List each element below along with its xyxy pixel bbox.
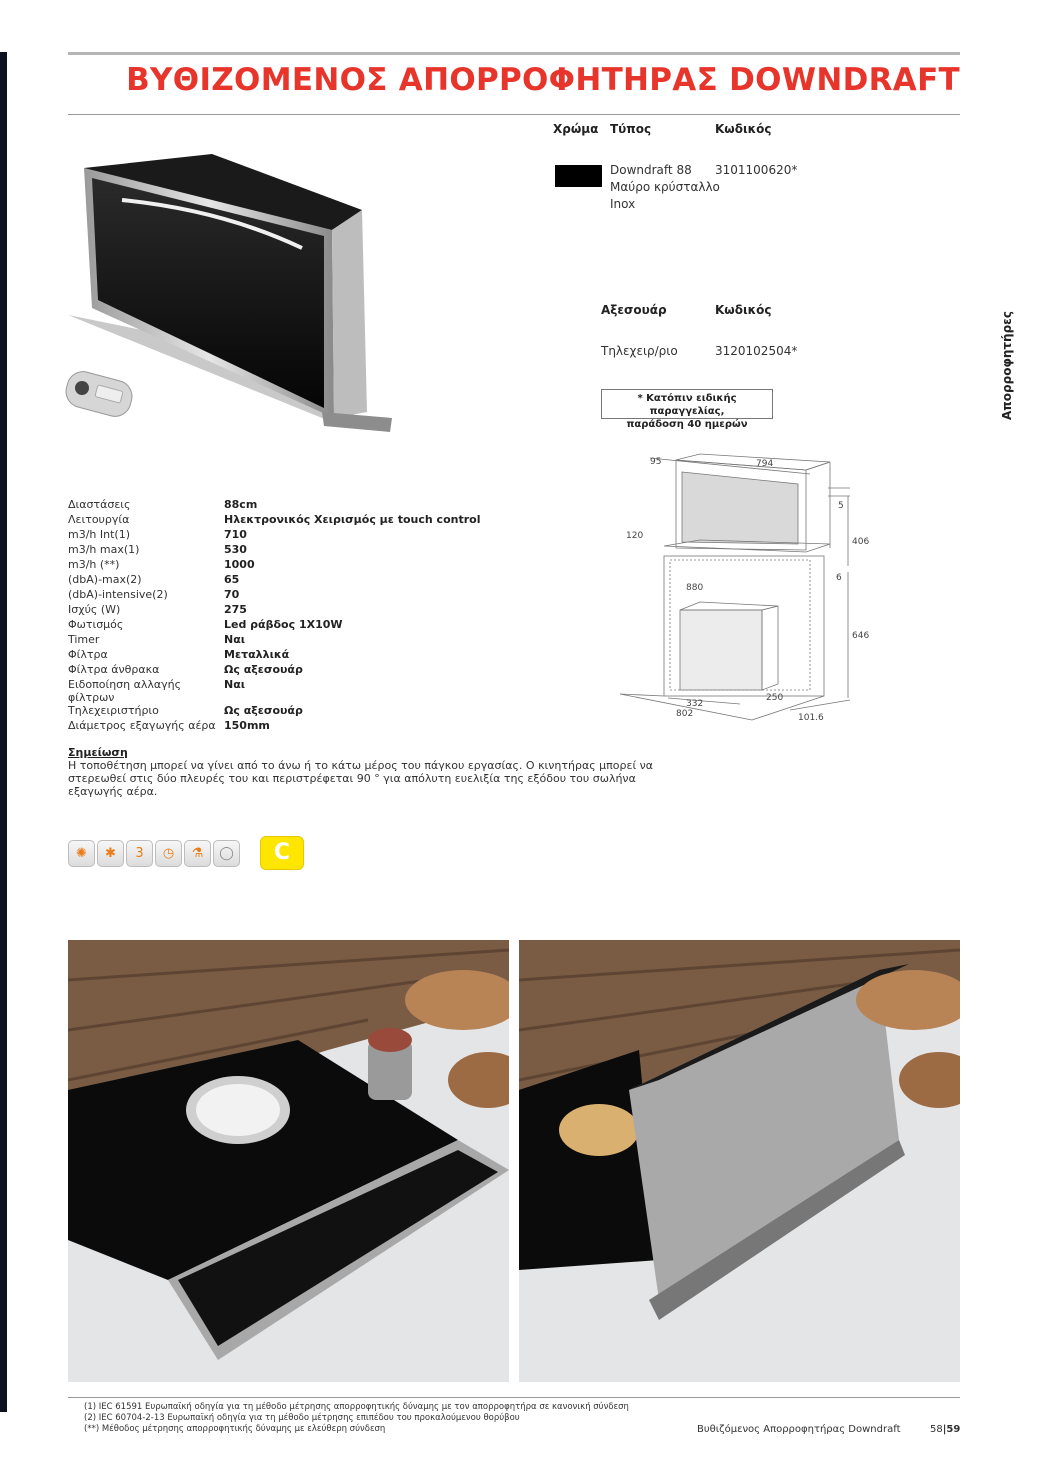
timer-icon: ✱	[97, 840, 124, 867]
spec-row: m3/h max(1) 530	[68, 543, 247, 556]
spec-row: Ισχύς (W) 275	[68, 603, 247, 616]
note-title: Σημείωση	[68, 746, 128, 759]
spec-row: Τηλεχειριστήριο Ως αξεσουάρ	[68, 704, 303, 717]
dim-802: 802	[676, 709, 694, 719]
spec-row: (dbA)-max(2) 65	[68, 573, 240, 586]
title-rule	[68, 114, 960, 115]
technical-drawing	[600, 448, 870, 728]
col-header-accessory: Αξεσουάρ	[601, 303, 667, 317]
product-image	[62, 150, 392, 440]
kitchen-photo-open	[519, 940, 960, 1382]
page-title: ΒΥΘΙΖΟΜΕΝΟΣ ΑΠΟΡΡΟΦΗΤΗΡΑΣ DOWNDRAFT	[126, 62, 960, 98]
spec-row: Λειτουργία Ηλεκτρονικός Χειρισμός με touch control	[68, 513, 481, 526]
footer-rule	[68, 1397, 960, 1398]
spec-row: Timer Ναι	[68, 633, 246, 646]
footnote-3: (**) Μέθοδος μέτρησης απορροφητικής δύναμης με ελεύθερη σύνδεση	[84, 1424, 386, 1434]
dim-250: 250	[766, 693, 784, 703]
page-number: 58|59	[930, 1424, 961, 1435]
top-rule	[68, 52, 960, 55]
dim-332: 332	[686, 699, 704, 709]
specs-table	[68, 498, 480, 734]
left-edge-bar	[0, 52, 7, 1412]
spec-row: m3/h (**) 1000	[68, 558, 255, 571]
spec-row: m3/h Int(1) 710	[68, 528, 247, 541]
spec-row: Φίλτρα Μεταλλικά	[68, 648, 290, 661]
accessory-code: 3120102504*	[715, 344, 798, 358]
light-icon: ◯	[213, 840, 240, 867]
dim-101-6: 101.6	[798, 713, 824, 723]
product-type-line: Inox	[610, 197, 636, 211]
dim-120: 120	[626, 531, 644, 541]
order-note-line: παράδοση 40 ημερών	[626, 419, 748, 430]
product-type-line: Downdraft 88	[610, 163, 692, 177]
note-body: Η τοποθέτηση μπορεί να γίνει από το άνω ή το κάτω μέρος του πάγκου εργασίας. Ο κινητήρας μπορεί να στερεωθεί στις δύο πλευρές του και περιστρέφεται 90 ° για απόλυτη ευελιξία της εξόδου του σωλήνα εξαγωγής αέρα.	[68, 759, 654, 798]
footer-title: Βυθιζόμενος Απορροφητήρας Downdraft	[697, 1424, 901, 1435]
footnotes	[84, 1402, 629, 1435]
energy-class-badge: C	[260, 836, 304, 870]
spec-row: Διαστάσεις 88cm	[68, 498, 258, 511]
col-header-code: Κωδικός	[715, 122, 772, 136]
dim-95: 95	[650, 457, 662, 467]
product-type-line: Μαύρο κρύσταλλο	[610, 180, 720, 194]
spec-row: Ειδοποίηση αλλαγής φίλτρων Ναι	[68, 678, 246, 704]
section-side-tab: Απορροφητήρες	[1000, 311, 1014, 420]
filter-alert-icon: ⚗	[184, 840, 211, 867]
dim-406: 406	[852, 537, 870, 547]
clock-icon: ◷	[155, 840, 182, 867]
feature-icons	[68, 836, 304, 870]
fan-icon: ✺	[68, 840, 95, 867]
spec-row: Φίλτρα άνθρακα Ως αξεσουάρ	[68, 663, 303, 676]
col-header-color: Χρώμα	[553, 122, 599, 136]
order-note-line: * Κατόπιν ειδικής παραγγελίας,	[637, 393, 737, 417]
remote-control-image	[62, 368, 135, 420]
accessory-name: Τηλεχειρ/ριο	[601, 344, 678, 358]
kitchen-photo-closed	[68, 940, 509, 1382]
order-note-box	[601, 389, 773, 430]
col-header-type: Τύπος	[610, 122, 652, 136]
spec-row: (dbA)-intensive(2) 70	[68, 588, 240, 601]
dim-880: 880	[686, 583, 704, 593]
footnote-1: (1) IEC 61591 Ευρωπαϊκή οδηγία για τη μέθοδο μέτρησης απορροφητικής δύναμης με τον απορροφητήρα σε κανονική σύνδεση	[84, 1402, 629, 1412]
product-code: 3101100620*	[715, 163, 798, 177]
dim-646: 646	[852, 631, 870, 641]
spec-row: Διάμετρος εξαγωγής αέρα 150mm	[68, 719, 270, 732]
footnote-2: (2) IEC 60704-2-13 Ευρωπαϊκή οδηγία για τη μέθοδο μέτρησης επιπέδου του προκαλούμενου θορύβου	[84, 1413, 520, 1423]
dim-794: 794	[756, 459, 774, 469]
spec-row: Φωτισμός Led ράβδος 1X10W	[68, 618, 343, 631]
color-swatch-black	[555, 165, 602, 187]
col-header-accessory-code: Κωδικός	[715, 303, 772, 317]
dim-5: 5	[838, 501, 844, 511]
speed-3-icon: 3	[126, 840, 153, 867]
dim-6: 6	[836, 573, 842, 583]
